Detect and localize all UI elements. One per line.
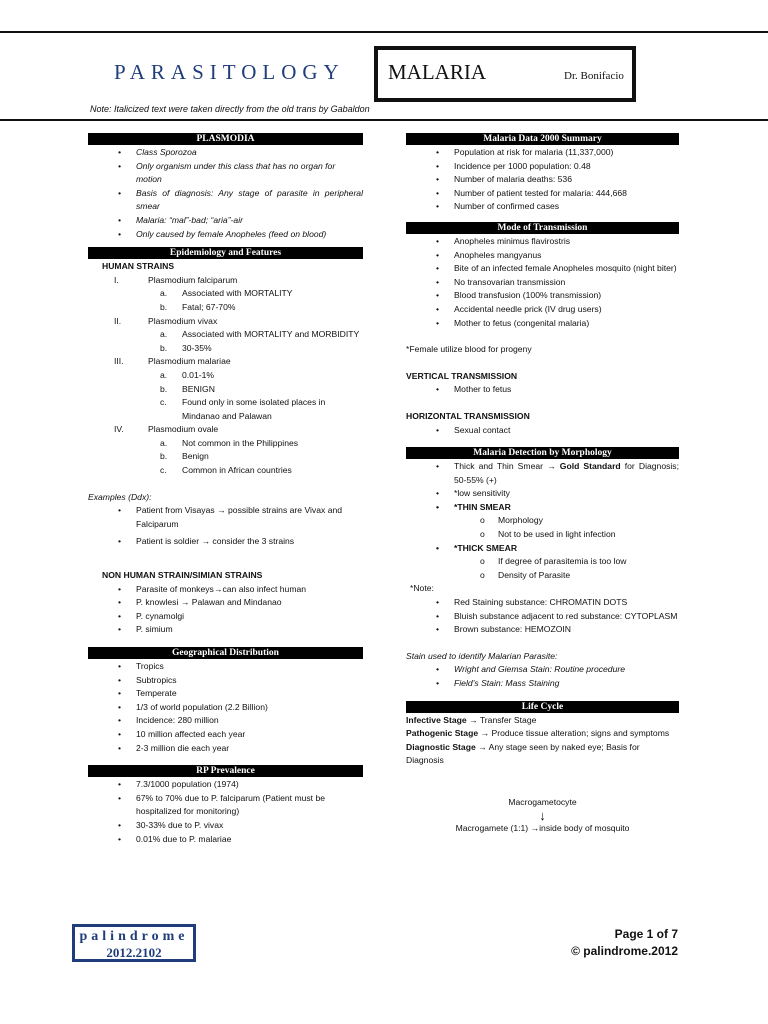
strain-heading: I. Plasmodium falciparum — [114, 274, 238, 285]
stamp-name: palindrome — [79, 929, 189, 944]
list-item: a. Not common in the Philippines — [160, 437, 299, 448]
sub-list-item: o If degree of parasitemia is too low — [406, 555, 679, 569]
stage-line: Diagnostic Stage → Any stage seen by naked eye; Basis for Diagnosis — [406, 741, 640, 766]
page-number: Page 1 of 7 — [614, 927, 678, 941]
list-item: • Subtropics — [88, 674, 363, 688]
diagram-macrogametocyte: Macrogametocyte — [508, 796, 577, 807]
course-title: PARASITOLOGY — [114, 60, 345, 84]
topic-box — [374, 46, 636, 102]
list-item: • Incidence per 1000 population: 0.48 — [406, 160, 679, 174]
list-item: • *THICK SMEAR — [406, 542, 679, 556]
list-item: • *THIN SMEAR — [406, 501, 679, 515]
list-item: • Thick and Thin Smear → Gold Standard for Diagnosis; 50-55% (+) — [406, 460, 679, 487]
strain-heading: IV. Plasmodium ovale — [114, 424, 219, 435]
list-item: • Population at risk for malaria (11,337,000) — [406, 146, 679, 160]
list-item: • Bite of an infected female Anopheles mosquito (night biter) — [406, 262, 679, 276]
left-column — [88, 131, 363, 846]
list-item: • Mother to fetus — [406, 383, 679, 397]
list-item: b. Fatal; 67-70% — [160, 301, 236, 312]
palindrome-stamp — [72, 924, 196, 962]
list-item: a. Associated with MORTALITY and MORBIDITY — [160, 329, 360, 340]
list-item: • Blood transfusion (100% transmission) — [406, 289, 679, 303]
list-item: • Class Sporozoa — [88, 146, 363, 160]
list-item: • Brown substance: HEMOZOIN — [406, 623, 679, 637]
copyright: © palindrome.2012 — [571, 944, 678, 958]
list-item: • Number of patient tested for malaria: 444,668 — [406, 187, 679, 201]
stamp-code: 2012.2102 — [106, 945, 162, 960]
section-header-detection: Malaria Detection by Morphology — [406, 447, 679, 459]
list-item: • Field’s Stain: Mass Staining — [406, 677, 679, 691]
topic-title: MALARIA — [388, 60, 486, 84]
section-header-lifecycle: Life Cycle — [406, 701, 679, 713]
subheading-simian-strains: NON HUMAN STRAIN/SIMIAN STRAINS — [102, 570, 263, 581]
list-item: • P. knowlesi → Palawan and Mindanao — [88, 596, 363, 610]
list-item: • Number of malaria deaths: 536 — [406, 173, 679, 187]
examples-label: Examples (Ddx): — [88, 491, 152, 502]
subheading-horizontal: HORIZONTAL TRANSMISSION — [406, 410, 530, 421]
list-item: • Only caused by female Anopheles (feed on blood) — [88, 228, 363, 242]
list-item: • Mother to fetus (congenital malaria) — [406, 317, 679, 331]
list-item: • 30-33% due to P. vivax — [88, 819, 363, 833]
list-item: c. Found only in some isolated places in Mindanao and Palawan — [160, 397, 326, 421]
list-item: • Temperate — [88, 687, 363, 701]
stage-line: Pathogenic Stage → Produce tissue alteration; signs and symptoms — [406, 728, 670, 739]
stain-label: Stain used to identify Malarian Parasite: — [406, 650, 558, 661]
list-item: • Patient is soldier → consider the 3 strains — [88, 535, 363, 549]
stage-line: Infective Stage → Transfer Stage — [406, 714, 537, 725]
list-item: b. Benign — [160, 451, 209, 462]
list-item: • P. cynamolgi — [88, 610, 363, 624]
sub-list-item: o Density of Parasite — [406, 569, 679, 583]
section-header-epidemiology: Epidemiology and Features — [88, 247, 363, 259]
note-label: *Note: — [410, 583, 434, 594]
list-item: • 0.01% due to P. malariae — [88, 833, 363, 847]
list-item: • Patient from Visayas → possible strains are Vivax and Falciparum — [88, 504, 363, 531]
subheading-human-strains: HUMAN STRAINS — [102, 261, 175, 272]
list-item: • Accidental needle prick (IV drug users) — [406, 303, 679, 317]
list-item: • Only organism under this class that has no organ for motion — [88, 160, 363, 187]
list-item: • Basis of diagnosis: Any stage of parasite in peripheral smear — [88, 187, 363, 214]
top-rule — [0, 31, 768, 33]
list-item: a. 0.01-1% — [160, 369, 215, 380]
list-item: • Tropics — [88, 660, 363, 674]
list-item: • Incidence: 280 million — [88, 714, 363, 728]
list-item: • Bluish substance adjacent to red substance: CYTOPLASM — [406, 610, 679, 624]
list-item: • P. simium — [88, 623, 363, 637]
list-item: c. Common in African countries — [160, 465, 292, 476]
section-header-transmission: Mode of Transmission — [406, 222, 679, 234]
section-header-plasmodia: PLASMODIA — [88, 133, 363, 145]
section-header-rp-prevalence: RP Prevalence — [88, 765, 363, 777]
subheading-vertical: VERTICAL TRANSMISSION — [406, 370, 518, 381]
strain-heading: II. Plasmodium vivax — [114, 315, 218, 326]
section-header-data2000: Malaria Data 2000 Summary — [406, 133, 679, 145]
header-rule — [0, 119, 768, 121]
list-item: • Red Staining substance: CHROMATIN DOTS — [406, 596, 679, 610]
right-column — [406, 131, 679, 835]
strain-heading: III. Plasmodium malariae — [114, 356, 231, 367]
lecturer: Dr. Bonifacio — [564, 70, 624, 82]
list-item: • No transovarian transmission — [406, 276, 679, 290]
list-item: • Anopheles mangyanus — [406, 249, 679, 263]
down-arrow-icon: ↓ — [539, 807, 546, 823]
list-item: • 10 million affected each year — [88, 728, 363, 742]
diagram-macrogamete: Macrogamete (1:1) →inside body of mosquito — [455, 822, 630, 833]
sub-list-item: o Morphology — [406, 514, 679, 528]
list-item: • 7.3/1000 population (1974) — [88, 778, 363, 792]
list-item: • 2-3 million die each year — [88, 742, 363, 756]
list-item: • Sexual contact — [406, 424, 679, 438]
list-item: • Number of confirmed cases — [406, 200, 679, 214]
section-header-geography: Geographical Distribution — [88, 647, 363, 659]
list-item: • Parasite of monkeys→can also infect human — [88, 583, 363, 597]
female-note: *Female utilize blood for progeny — [406, 344, 532, 355]
list-item: • Anopheles minimus flavirostris — [406, 235, 679, 249]
list-item: • Malaria: “mal”-bad; “aria”-air — [88, 214, 363, 228]
page-info — [520, 926, 678, 960]
list-item: • 67% to 70% due to P. falciparum (Patient must be hospitalized for monitoring) — [88, 792, 363, 819]
list-item: b. 30-35% — [160, 342, 212, 353]
list-item: b. BENIGN — [160, 383, 215, 394]
header-note: Note: Italicized text were taken directly from the old trans by Gabaldon — [90, 104, 370, 114]
list-item: a. Associated with MORTALITY — [160, 288, 293, 299]
list-item: • 1/3 of world population (2.2 Billion) — [88, 701, 363, 715]
list-item: • Wright and Giemsa Stain: Routine procedure — [406, 663, 679, 677]
list-item: • *low sensitivity — [406, 487, 679, 501]
sub-list-item: o Not to be used in light infection — [406, 528, 679, 542]
